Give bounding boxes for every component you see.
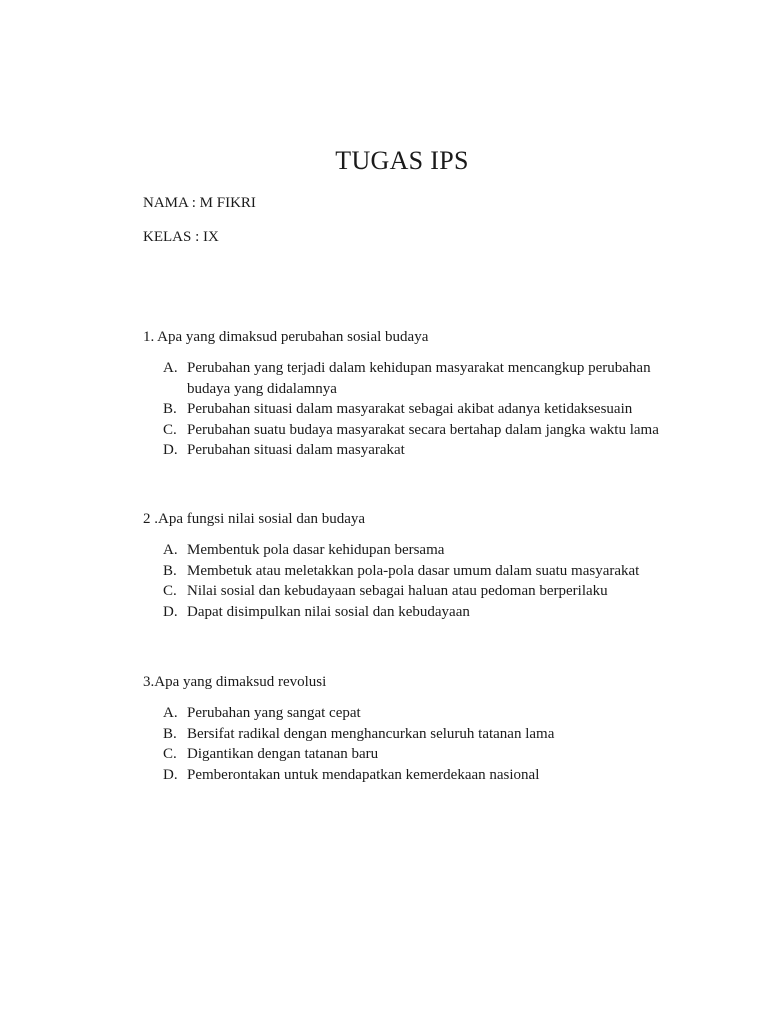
option-text: Perubahan yang sangat cepat (187, 705, 361, 721)
option-text: Nilai sosial dan kebudayaan sebagai haluan atau pedoman berperilaku (187, 583, 608, 599)
option-letter: B. (163, 562, 177, 579)
question-2 (143, 510, 683, 622)
answer-options (143, 703, 683, 785)
option-d (143, 440, 683, 461)
option-text: Perubahan situasi dalam masyarakat (187, 442, 405, 458)
option-letter: A. (163, 360, 178, 376)
option-letter: C. (163, 583, 177, 599)
question-stem: 3.Apa yang dimaksud revolusi (143, 674, 327, 690)
question-3 (143, 673, 683, 785)
option-letter: D. (163, 766, 178, 783)
student-class: KELAS : IX (143, 229, 219, 245)
option-letter: A. (163, 705, 178, 721)
option-c (143, 420, 683, 441)
option-text: Membetuk atau meletakkan pola-pola dasar umum dalam suatu masyarakat (187, 562, 640, 579)
option-a (143, 703, 683, 724)
option-b (143, 724, 683, 745)
student-name: NAMA : M FIKRI (143, 195, 256, 211)
option-text: Perubahan situasi dalam masyarakat sebagai akibat adanya ketidaksesuain (187, 401, 633, 417)
option-text: Perubahan suatu budaya masyarakat secara bertahap dalam jangka waktu lama (187, 421, 659, 438)
option-text: Digantikan dengan tatanan baru (187, 746, 379, 762)
option-b (143, 399, 683, 420)
option-a (143, 540, 683, 561)
answer-options (143, 540, 683, 622)
option-b (143, 561, 683, 582)
answer-options (143, 358, 683, 461)
document-title: TUGAS IPS (335, 146, 469, 175)
option-text: Bersifat radikal dengan menghancurkan seluruh tatanan lama (187, 725, 555, 742)
option-text: Perubahan yang terjadi dalam kehidupan masyarakat mencangkup perubahan budaya yang didalamnya (187, 360, 651, 397)
option-letter: D. (163, 603, 178, 620)
option-a (143, 358, 683, 399)
option-letter: B. (163, 725, 177, 742)
option-text: Pemberontakan untuk mendapatkan kemerdekaan nasional (187, 766, 540, 783)
option-d (143, 765, 683, 786)
option-letter: C. (163, 421, 177, 438)
option-letter: D. (163, 442, 178, 458)
option-letter: C. (163, 746, 177, 762)
option-c (143, 744, 683, 765)
option-d (143, 602, 683, 623)
option-text: Dapat disimpulkan nilai sosial dan kebudayaan (187, 603, 470, 620)
question-1 (143, 328, 683, 461)
option-c (143, 581, 683, 602)
question-stem: 1. Apa yang dimaksud perubahan sosial budaya (143, 329, 429, 345)
option-text: Membentuk pola dasar kehidupan bersama (187, 542, 445, 558)
option-letter: B. (163, 401, 177, 417)
question-stem: 2 .Apa fungsi nilai sosial dan budaya (143, 511, 366, 527)
option-letter: A. (163, 542, 178, 558)
